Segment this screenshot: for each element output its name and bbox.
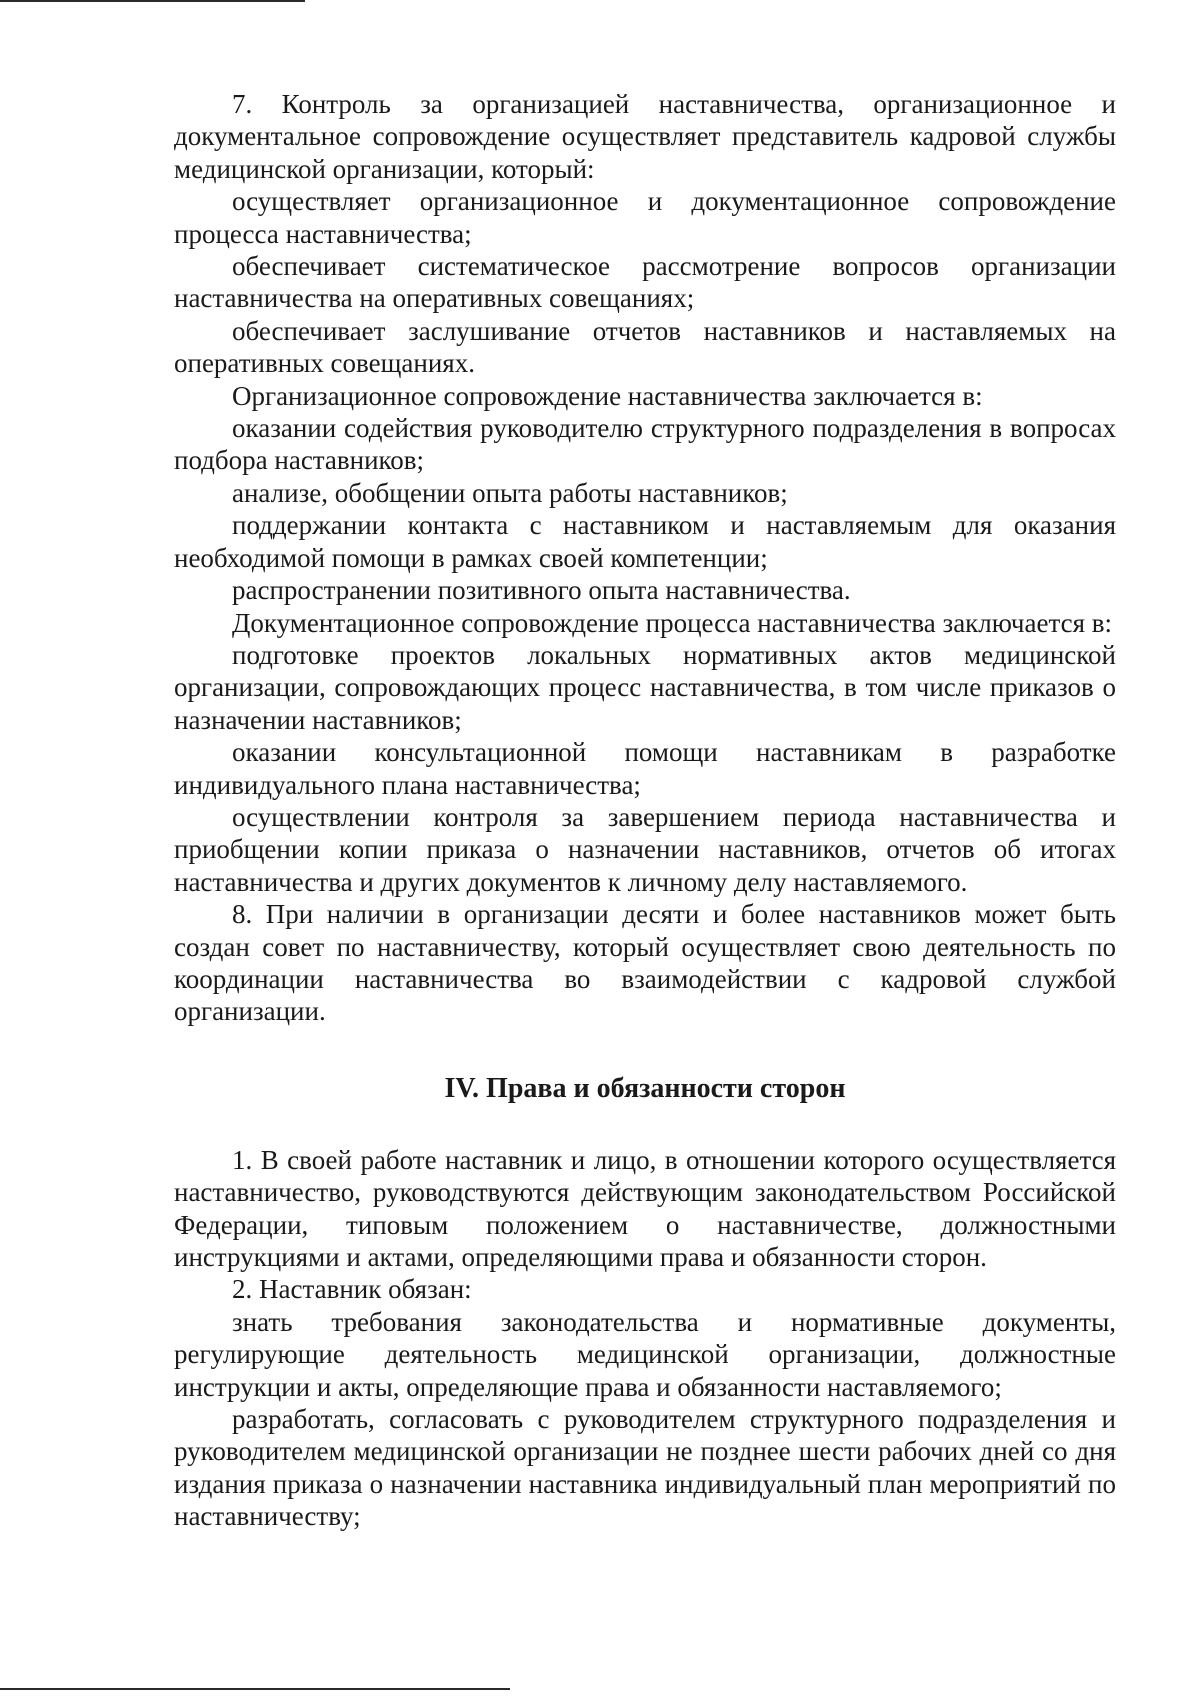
document-page	[174, 88, 1116, 1533]
paragraph: знать требования законодательства и нормативные документы, регулирующие деятельность медицинской организации, должностные инструкции и акты, определяющие права и обязанности наставляемого;	[174, 1306, 1116, 1402]
paragraph: 7. Контроль за организацией наставничества, организационное и документальное сопровождение осуществляет представитель кадровой службы медицинской организации, который:	[174, 89, 1116, 184]
paragraph: обеспечивает систематическое рассмотрение вопросов организации наставничества на оперативных совещаниях;	[174, 251, 1116, 314]
paragraph: распространении позитивного опыта наставничества.	[232, 575, 851, 606]
section-heading: IV. Права и обязанности сторон	[444, 1072, 846, 1104]
paragraph: поддержании контакта с наставником и наставляемым для оказания необходимой помощи в рамках своей компетенции;	[174, 510, 1116, 573]
paragraph: осуществляет организационное и документационное сопровождение процесса наставничества;	[174, 186, 1116, 249]
paragraph: подготовке проектов локальных нормативных актов медицинской организации, сопровождающих процесс наставничества, в том числе приказов о назначении наставников;	[174, 639, 1116, 735]
paragraph: 2. Наставник обязан:	[232, 1274, 472, 1305]
paragraph: осуществлении контроля за завершением периода наставничества и приобщении копии приказа о назначении наставников, отчетов об итогах наставничества и других документов к личному делу наставляемого.	[174, 801, 1116, 897]
paragraph: оказании содействия руководителю структурного подразделения в вопросах подбора наставников;	[174, 413, 1116, 476]
paragraph: обеспечивает заслушивание отчетов наставников и наставляемых на оперативных совещаниях.	[174, 315, 1116, 379]
paragraph: 1. В своей работе наставник и лицо, в отношении которого осуществляется наставничество, руководствуются действующим законодательством Российской Федерации, типовым положением о наставничестве, должностными инструкциями и актами, определяющими права и обязанности сторон.	[174, 1144, 1116, 1272]
paragraph: Организационное сопровождение наставничества заключается в:	[232, 380, 983, 411]
paragraph: анализе, обобщении опыта работы наставников;	[232, 477, 788, 508]
paragraph: оказании консультационной помощи наставникам в разработке индивидуального плана наставничества;	[174, 737, 1116, 800]
paragraph: разработать, согласовать с руководителем структурного подразделения и руководителем медицинской организации не позднее шести рабочих дней со дня издания приказа о назначении наставника индивидуальный план мероприятий по наставничеству;	[174, 1404, 1116, 1532]
paragraph: 8. При наличии в организации десяти и более наставников может быть создан совет по наставничеству, который осуществляет свою деятельность по координации наставничества во взаимодействии с кадровой службой организации.	[174, 899, 1116, 1027]
scan-edge-line-bottom	[0, 1688, 510, 1690]
paragraph: Документационное сопровождение процесса наставничества заключается в:	[232, 607, 1112, 638]
scan-edge-line-top	[0, 0, 305, 2]
